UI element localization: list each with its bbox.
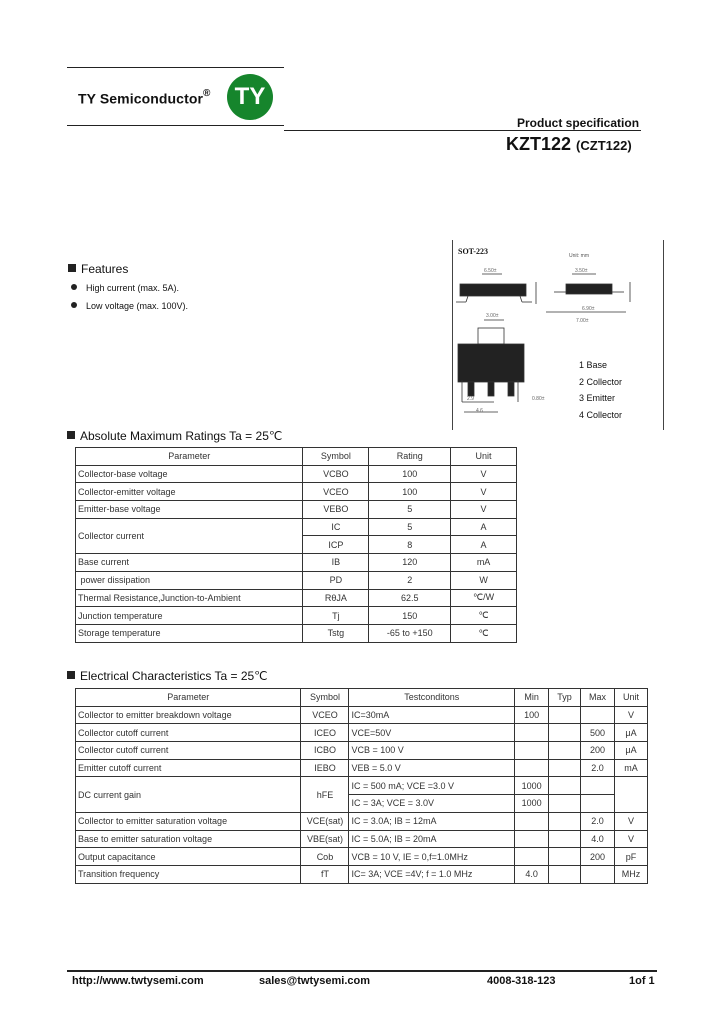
- max-cell: 200: [581, 848, 615, 866]
- param-cell: Base to emitter saturation voltage: [76, 830, 301, 848]
- unit-cell: [614, 777, 647, 812]
- typ-cell: [549, 706, 581, 724]
- symbol-cell: hFE: [301, 777, 349, 812]
- typ-cell: [549, 795, 581, 813]
- bullet-icon: [71, 284, 77, 290]
- rating-cell: 5: [369, 518, 451, 536]
- min-cell: [515, 742, 549, 760]
- footer-website-link[interactable]: http://www.twtysemi.com: [72, 975, 204, 987]
- table-row: [76, 724, 648, 742]
- svg-text:7.00±: 7.00±: [576, 318, 589, 324]
- min-cell: [515, 724, 549, 742]
- typ-cell: [549, 812, 581, 830]
- max-cell: [581, 865, 615, 883]
- typ-cell: [549, 759, 581, 777]
- typ-cell: [549, 742, 581, 760]
- features-title: Features: [68, 262, 128, 276]
- footer-phone: 4008-318-123: [487, 975, 556, 987]
- unit-cell: V: [614, 812, 647, 830]
- header-cell: Max: [581, 689, 615, 707]
- unit-cell: A: [451, 518, 517, 536]
- header-cell: Parameter: [76, 689, 301, 707]
- table-row: [76, 624, 517, 642]
- rating-cell: 100: [369, 465, 451, 483]
- table-row: [76, 554, 517, 572]
- company-logo: TY: [227, 74, 273, 120]
- square-bullet-icon: [67, 431, 75, 439]
- condition-cell: IC = 3.0A; IB = 12mA: [349, 812, 515, 830]
- pin-item: 2 Collector: [579, 376, 623, 387]
- table-row: [76, 812, 648, 830]
- max-cell: 200: [581, 742, 615, 760]
- param-cell: Storage temperature: [76, 624, 303, 642]
- table-header-row: [76, 448, 517, 466]
- unit-cell: W: [451, 571, 517, 589]
- min-cell: 4.0: [515, 865, 549, 883]
- symbol-cell: fT: [301, 865, 349, 883]
- unit-cell: mA: [451, 554, 517, 572]
- param-cell: Collector to emitter breakdown voltage: [76, 706, 301, 724]
- table-row: [76, 589, 517, 607]
- symbol-cell: VCEO: [303, 483, 369, 501]
- rating-cell: 62.5: [369, 589, 451, 607]
- param-cell: Thermal Resistance,Junction-to-Ambient: [76, 589, 303, 607]
- condition-cell: VCE=50V: [349, 724, 515, 742]
- footer-rule: [67, 970, 657, 972]
- elec-char-title: Electrical Characteristics Ta = 25℃: [67, 669, 268, 683]
- pin-item: 4 Collector: [579, 409, 623, 420]
- company-name: TY Semiconductor®: [78, 88, 211, 107]
- svg-text:0.80±: 0.80±: [532, 396, 545, 402]
- param-cell: Collector-emitter voltage: [76, 483, 303, 501]
- typ-cell: [549, 830, 581, 848]
- symbol-cell: IC: [303, 518, 369, 536]
- square-bullet-icon: [67, 671, 75, 679]
- svg-text:3.50±: 3.50±: [575, 268, 588, 274]
- param-cell: Collector-base voltage: [76, 465, 303, 483]
- max-cell: [581, 777, 615, 795]
- rating-cell: 2: [369, 571, 451, 589]
- condition-cell: IC = 500 mA; VCE =3.0 V: [349, 777, 515, 795]
- unit-cell: ℃: [451, 624, 517, 642]
- condition-cell: IC=30mA: [349, 706, 515, 724]
- unit-cell: V: [451, 465, 517, 483]
- param-cell: Collector cutoff current: [76, 724, 301, 742]
- symbol-cell: Cob: [301, 848, 349, 866]
- param-cell: Emitter-base voltage: [76, 501, 303, 519]
- abs-max-title: Absolute Maximum Ratings Ta = 25℃: [67, 429, 282, 443]
- symbol-cell: VCEO: [301, 706, 349, 724]
- table-header-row: [76, 689, 648, 707]
- header-cell: Typ: [549, 689, 581, 707]
- param-cell: Collector current: [76, 518, 303, 553]
- package-unit: Unit: mm: [569, 253, 589, 259]
- table-row: [76, 483, 517, 501]
- header-cell: Unit: [451, 448, 517, 466]
- symbol-cell: VCBO: [303, 465, 369, 483]
- rating-cell: 8: [369, 536, 451, 554]
- param-cell: DC current gain: [76, 777, 301, 812]
- symbol-cell: IB: [303, 554, 369, 572]
- max-cell: 2.0: [581, 812, 615, 830]
- abs-max-table: [75, 447, 517, 643]
- param-cell: Base current: [76, 554, 303, 572]
- symbol-cell: VEBO: [303, 501, 369, 519]
- header-top-rule: [67, 67, 284, 68]
- unit-cell: A: [451, 536, 517, 554]
- symbol-cell: IEBO: [301, 759, 349, 777]
- condition-cell: IC= 3A; VCE =4V; f = 1.0 MHz: [349, 865, 515, 883]
- unit-cell: V: [614, 706, 647, 724]
- condition-cell: IC = 5.0A; IB = 20mA: [349, 830, 515, 848]
- unit-cell: mA: [614, 759, 647, 777]
- header-cell: Min: [515, 689, 549, 707]
- param-cell: Junction temperature: [76, 607, 303, 625]
- unit-cell: ℃: [451, 607, 517, 625]
- symbol-cell: PD: [303, 571, 369, 589]
- min-cell: 1000: [515, 795, 549, 813]
- symbol-cell: ICP: [303, 536, 369, 554]
- table-row: [76, 777, 648, 795]
- unit-cell: μA: [614, 724, 647, 742]
- table-row: [76, 759, 648, 777]
- table-row: [76, 706, 648, 724]
- table-row: [76, 465, 517, 483]
- typ-cell: [549, 848, 581, 866]
- condition-cell: VCB = 10 V, IE = 0,f=1.0MHz: [349, 848, 515, 866]
- svg-text:3.00±: 3.00±: [486, 313, 499, 319]
- condition-cell: IC = 3A; VCE = 3.0V: [349, 795, 515, 813]
- header-cell: Symbol: [301, 689, 349, 707]
- table-row: [76, 742, 648, 760]
- max-cell: [581, 795, 615, 813]
- min-cell: [515, 759, 549, 777]
- rating-cell: 5: [369, 501, 451, 519]
- min-cell: [515, 830, 549, 848]
- max-cell: [581, 706, 615, 724]
- table-row: [76, 830, 648, 848]
- symbol-cell: ICEO: [301, 724, 349, 742]
- elec-char-table: [75, 688, 648, 884]
- min-cell: [515, 812, 549, 830]
- svg-text:6.50±: 6.50±: [484, 268, 497, 274]
- max-cell: 4.0: [581, 830, 615, 848]
- table-row: [76, 848, 648, 866]
- header-cell: Testconditons: [349, 689, 515, 707]
- param-cell: Collector cutoff current: [76, 742, 301, 760]
- min-cell: 1000: [515, 777, 549, 795]
- header-right-rule: [284, 130, 641, 131]
- symbol-cell: Tstg: [303, 624, 369, 642]
- table-row: [76, 518, 517, 536]
- param-cell: Output capacitance: [76, 848, 301, 866]
- header-cell: Unit: [614, 689, 647, 707]
- unit-cell: V: [451, 501, 517, 519]
- header-cell: Symbol: [303, 448, 369, 466]
- table-row: [76, 501, 517, 519]
- product-specification-label: Product specification: [517, 116, 640, 130]
- rating-cell: -65 to +150: [369, 624, 451, 642]
- unit-cell: V: [614, 830, 647, 848]
- min-cell: [515, 848, 549, 866]
- svg-text:6.90±: 6.90±: [582, 306, 595, 312]
- symbol-cell: VBE(sat): [301, 830, 349, 848]
- param-cell: Collector to emitter saturation voltage: [76, 812, 301, 830]
- rating-cell: 150: [369, 607, 451, 625]
- unit-cell: V: [451, 483, 517, 501]
- rating-cell: 120: [369, 554, 451, 572]
- pin-list: [579, 357, 622, 423]
- symbol-cell: VCE(sat): [301, 812, 349, 830]
- max-cell: 2.0: [581, 759, 615, 777]
- svg-text:2.9: 2.9: [467, 396, 474, 402]
- bullet-icon: [71, 302, 77, 308]
- typ-cell: [549, 777, 581, 795]
- table-row: [76, 607, 517, 625]
- footer-page-number: 1of 1: [629, 975, 655, 987]
- symbol-cell: RθJA: [303, 589, 369, 607]
- footer-email-link[interactable]: sales@twtysemi.com: [259, 975, 370, 987]
- feature-item: High current (max. 5A).: [71, 283, 179, 293]
- min-cell: 100: [515, 706, 549, 724]
- square-bullet-icon: [68, 264, 76, 272]
- param-cell: Transition frequency: [76, 865, 301, 883]
- unit-cell: μA: [614, 742, 647, 760]
- unit-cell: pF: [614, 848, 647, 866]
- param-cell: Emitter cutoff current: [76, 759, 301, 777]
- pin-item: 1 Base: [579, 360, 608, 370]
- header-cell: Parameter: [76, 448, 303, 466]
- max-cell: 500: [581, 724, 615, 742]
- typ-cell: [549, 724, 581, 742]
- pin-item: 3 Emitter: [579, 393, 616, 403]
- svg-text:4.6: 4.6: [476, 408, 483, 414]
- feature-item: Low voltage (max. 100V).: [71, 301, 188, 311]
- header-cell: Rating: [369, 448, 451, 466]
- package-name: SOT-223: [458, 247, 488, 256]
- condition-cell: VEB = 5.0 V: [349, 759, 515, 777]
- symbol-cell: Tj: [303, 607, 369, 625]
- param-cell: power dissipation: [76, 571, 303, 589]
- table-row: [76, 865, 648, 883]
- header-mid-rule: [67, 125, 284, 126]
- part-number: KZT122 (CZT122): [506, 134, 632, 154]
- table-row: [76, 571, 517, 589]
- unit-cell: MHz: [614, 865, 647, 883]
- typ-cell: [549, 865, 581, 883]
- condition-cell: VCB = 100 V: [349, 742, 515, 760]
- rating-cell: 100: [369, 483, 451, 501]
- symbol-cell: ICBO: [301, 742, 349, 760]
- unit-cell: ℃/W: [451, 589, 517, 607]
